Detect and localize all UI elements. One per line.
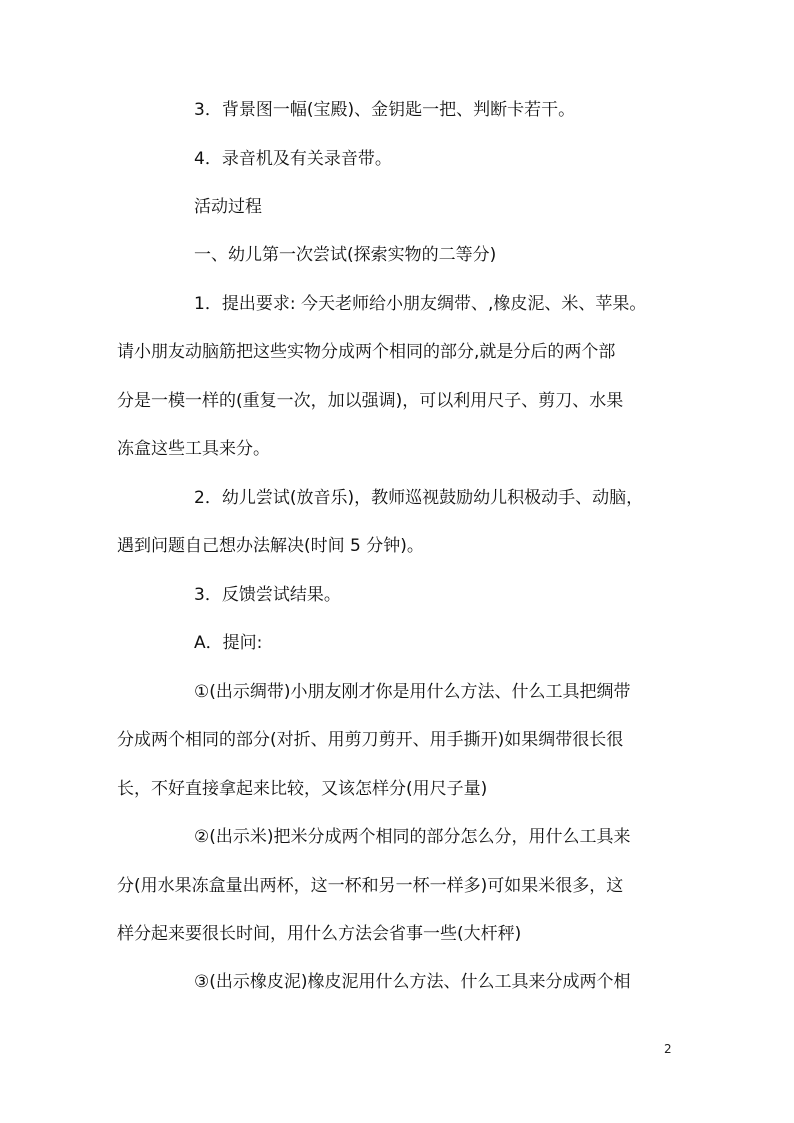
page-number: 2 [664, 1042, 672, 1056]
text-line-12: A．提问: [194, 633, 263, 653]
text-line-18: 样分起来要很长时间，用什么方法会省事一些(大杆秤) [117, 924, 522, 944]
text-line-13: ①(出示绸带)小朋友刚才你是用什么方法、什么工具把绸带 [194, 682, 631, 702]
text-line-5: 1．提出要求: 今天老师给小朋友绸带、,橡皮泥、米、苹果。 [194, 294, 647, 314]
text-line-8: 冻盒这些工具来分。 [117, 439, 270, 459]
section-heading-activity-process: 活动过程 [194, 197, 262, 217]
text-line-2: 4．录音机及有关录音带。 [194, 149, 392, 169]
text-line-19: ③(出示橡皮泥)橡皮泥用什么方法、什么工具来分成两个相 [194, 972, 631, 992]
text-line-1: 3．背景图一幅(宝殿)、金钥匙一把、判断卡若干。 [194, 100, 576, 120]
text-line-7: 分是一模一样的(重复一次，加以强调)，可以利用尺子、剪刀、水果 [117, 391, 624, 411]
text-line-14: 分成两个相同的部分(对折、用剪刀剪开、用手撕开)如果绸带很长很 [117, 730, 624, 750]
text-line-11: 3．反馈尝试结果。 [194, 585, 341, 605]
text-line-15: 长，不好直接拿起来比较，又该怎样分(用尺子量) [117, 779, 488, 799]
text-line-9: 2．幼儿尝试(放音乐)，教师巡视鼓励幼儿积极动手、动脑， [194, 488, 644, 508]
text-line-16: ②(出示米)把米分成两个相同的部分怎么分，用什么工具来 [194, 827, 631, 847]
text-line-6: 请小朋友动脑筋把这些实物分成两个相同的部分,就是分后的两个部 [117, 342, 616, 362]
text-line-17: 分(用水果冻盒量出两杯，这一杯和另一杯一样多)可如果米很多，这 [117, 876, 624, 896]
text-line-10: 遇到问题自己想办法解决(时间 5 分钟)。 [117, 536, 424, 556]
subsection-heading-first-attempt: 一、幼儿第一次尝试(探索实物的二等分) [194, 245, 497, 265]
